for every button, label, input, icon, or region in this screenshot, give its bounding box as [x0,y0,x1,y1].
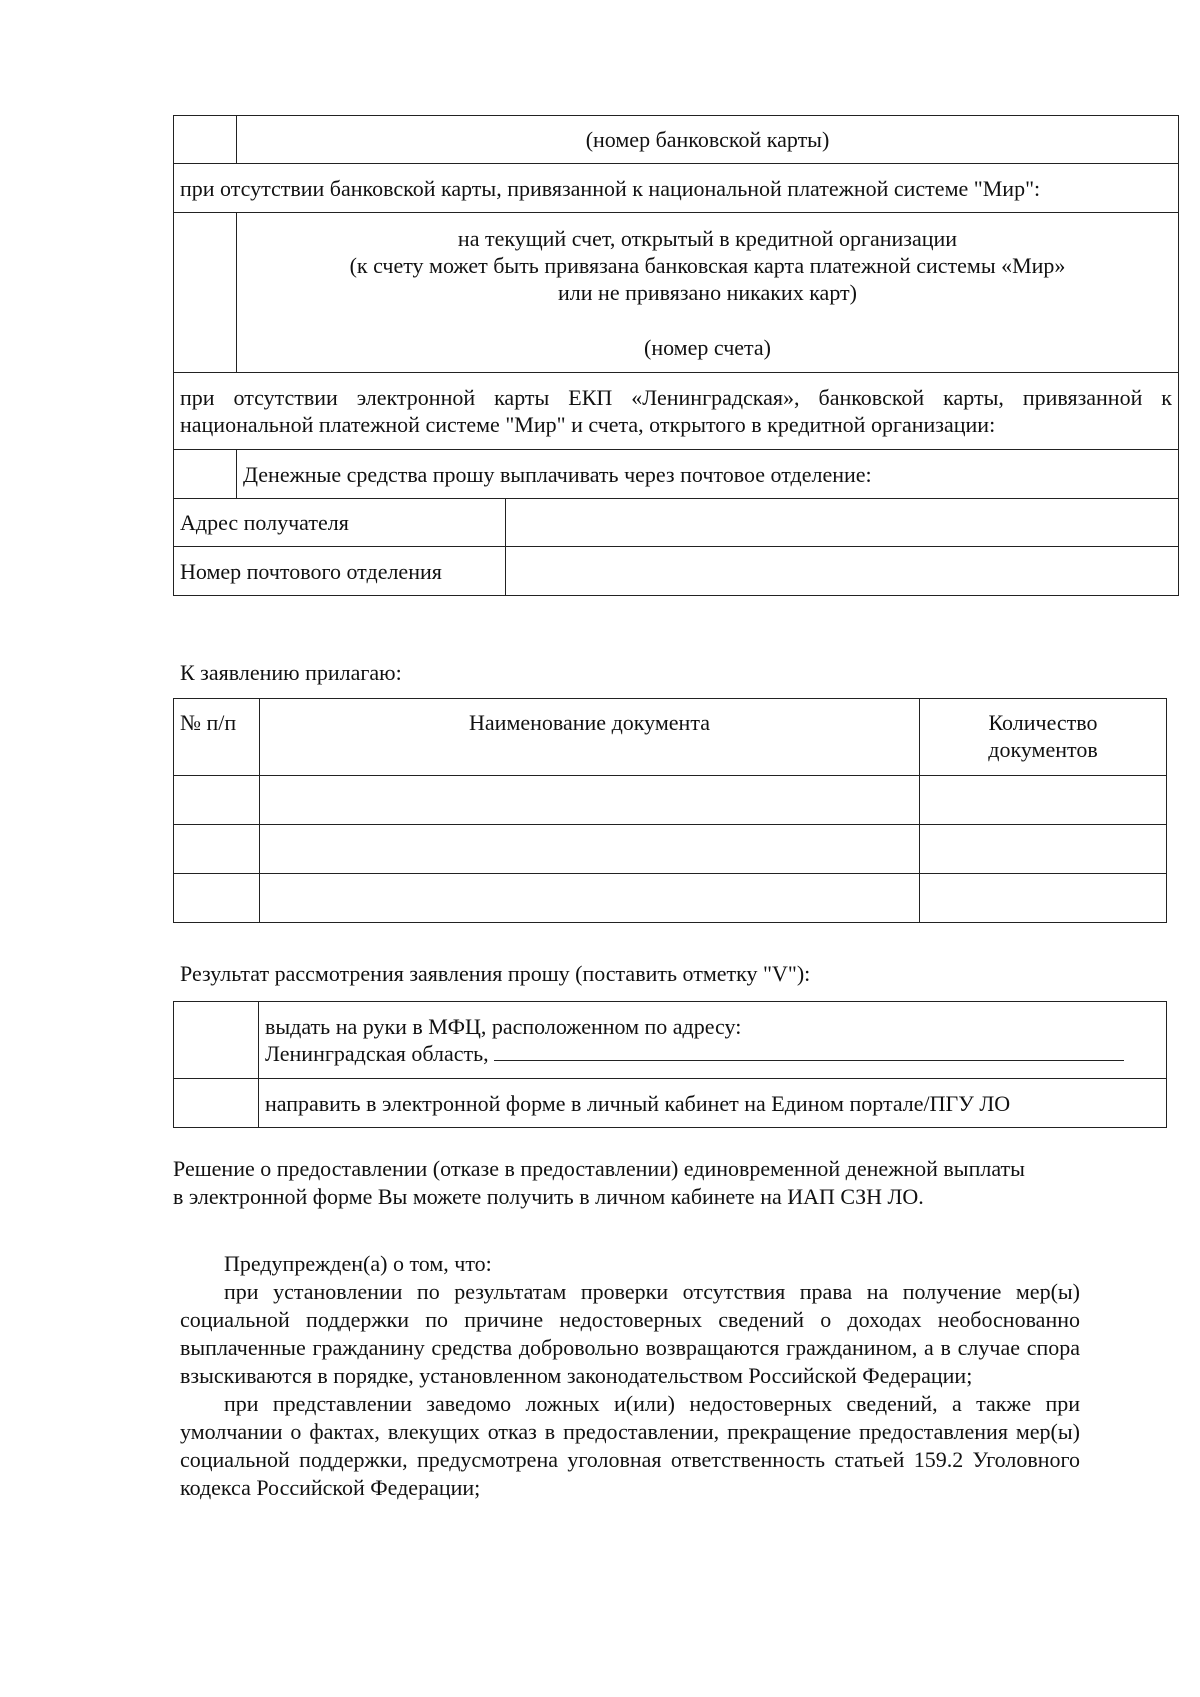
mfc-checkbox[interactable] [174,1002,259,1079]
row-name-field[interactable] [260,825,920,874]
row-count-field[interactable] [920,874,1167,923]
mfc-option-line-2: Ленинградская область, [265,1041,489,1066]
account-title: на текущий счет, открытый в кредитной организации [457,226,958,251]
col-count-line-1: Количество [988,710,1098,735]
account-note-1: (к счету может быть привязана банковская карта платежной системы «Мир» [349,253,1066,278]
decision-line-1: Решение о предоставлении (отказе в предоставлении) единовременной денежной выплаты [173,1156,1025,1181]
recipient-address-field[interactable] [506,499,1179,547]
attachments-table [173,698,1167,923]
account-checkbox[interactable] [174,213,237,373]
no-account-line-1: при отсутствии электронной карты ЕКП «Ленинградская», банковской карты, привязанной к [180,385,1172,410]
row-count-field[interactable] [920,825,1167,874]
mfc-option [259,1002,1167,1079]
mfc-address-field[interactable] [494,1040,1124,1061]
mfc-option-line-1: выдать на руки в МФЦ, расположенном по адресу: [265,1014,742,1039]
post-office-checkbox[interactable] [174,450,237,499]
card-number-label: (номер банковской карты) [585,127,830,152]
account-number-label: (номер счета) [644,335,771,360]
decision-line-2: в электронной форме Вы можете получить в личном кабинете на ИАП СЗН ЛО. [173,1184,924,1209]
no-card-text: при отсутствии банковской карты, привязанной к национальной платежной системе "Мир": [174,164,1179,213]
result-table [173,1001,1167,1128]
table-row [174,874,1167,923]
col-count-line-2: документов [988,737,1098,762]
account-note-2: или не привязано никаких карт) [558,280,857,305]
card-number-field[interactable] [237,116,1179,164]
row-num-field[interactable] [174,825,260,874]
warning-intro: Предупрежден(а) о том, что: [224,1251,492,1276]
col-name-header: Наименование документа [260,699,920,776]
attachments-heading: К заявлению прилагаю: [180,660,402,685]
row-num-field[interactable] [174,874,260,923]
recipient-address-label: Адрес получателя [174,499,506,547]
post-office-text: Денежные средства прошу выплачивать через почтовое отделение: [237,450,1179,499]
col-count-header [920,699,1167,776]
table-row [174,825,1167,874]
result-heading: Результат рассмотрения заявления прошу (поставить отметку "V"): [180,961,811,986]
warning-paragraph-1: при установлении по результатам проверки отсутствия права на получение мер(ы) социальной поддержки по причине недостоверных сведений о доходах необоснованно выплаченные гражданину средства добровольно возвращаются гражданином, а в случае спора взыскиваются в порядке, установленном законодательством Российской Федерации; [180,1279,1080,1388]
post-office-number-label: Номер почтового отделения [174,547,506,596]
row-name-field[interactable] [260,776,920,825]
portal-checkbox[interactable] [174,1079,259,1128]
no-account-line-2: национальной платежной системе "Мир" и счета, открытого в кредитной организации: [180,412,996,437]
warning-block [180,1250,1080,1502]
col-num-header: № п/п [174,699,260,776]
portal-option: направить в электронной форме в личный кабинет на Едином портале/ПГУ ЛО [259,1079,1167,1128]
warning-paragraph-2: при представлении заведомо ложных и(или) недостоверных сведений, а также при умолчании о фактах, влекущих отказ в предоставлении, прекращение предоставления мер(ы) социальной поддержки, предусмотрена уголовная ответственность статьей 159.2 Уголовного кодекса Российской Федерации; [180,1391,1080,1500]
no-account-text [174,373,1179,450]
payment-method-table [173,115,1179,596]
post-office-number-field[interactable] [506,547,1179,596]
row-count-field[interactable] [920,776,1167,825]
decision-note [173,1155,1103,1211]
card-checkbox[interactable] [174,116,237,164]
row-num-field[interactable] [174,776,260,825]
table-row [174,776,1167,825]
row-name-field[interactable] [260,874,920,923]
account-number-field[interactable] [237,213,1179,373]
